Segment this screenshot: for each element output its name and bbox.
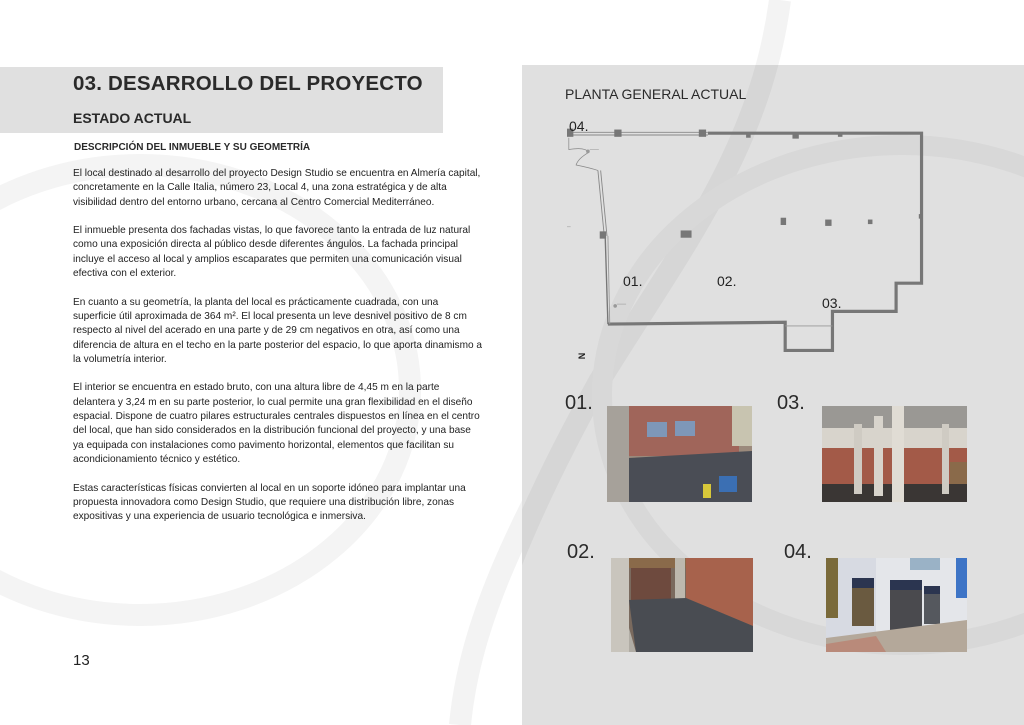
floor-plan [567,120,967,370]
paragraph-interior: El interior se encuentra en estado bruto, con una altura libre de 4,45 m en la parte delantera y 3,24 m en su parte posterior, lo cual permite una gran flexibilidad en el diseño espacial. Dispone de cuatro pilares estructurales centrales dispuestos en línea en el centro del local, que han sido considerados en la distribución funcional del proyecto, y una base ya equipada con instalaciones como pavimento horizontal, elementos que facilitan su acondicionamiento técnico y estético. [73,382,480,465]
photo-label-01: 01. [565,392,593,414]
photo-facade-icon [826,558,967,652]
photo-label-04: 04. [784,541,812,563]
plan-label-03: 03. [822,295,842,311]
body-text [73,167,483,539]
photo-01 [607,406,752,502]
paragraph-facades: El inmueble presenta dos fachadas vistas, lo que favorece tanto la entrada de luz natural como una exposición directa al público desde diferentes ángulos. La fachada principal incluye el acceso al local y amplios escaparates que permiten una comunicación visual efectiva con el exterior. [73,225,471,280]
paragraph-conclusion: Estas características físicas convierten al local en un soporte idóneo para implantar una propuesta innovadora como Design Studio, que requiere una distribución libre, zonas expositivas y una experiencia de usuario tecnológica e inmersiva. [73,482,466,523]
plan-label-02: 02. [717,273,737,289]
photo-interior-brick-icon [607,406,752,502]
photo-corridor-icon [611,558,753,652]
right-page [522,65,1024,725]
page-number: 13 [73,652,90,669]
page-subtitle: ESTADO ACTUAL [73,110,192,126]
plan-title: PLANTA GENERAL ACTUAL [565,86,747,102]
photo-03 [822,406,967,502]
paragraph-geometry: En cuanto a su geometría, la planta del local es prácticamente cuadrada, con una superficie útil aproximada de 364 m². El local presenta un leve desnivel positivo de 8 cm respecto al nivel del acerado en una parte y de 29 cm negativos en otra, así como una diferencia de altura en el techo en la parte posterior del espacio, lo que aporta dinamismo a la volumetría interior. [73,296,483,365]
plan-label-04: 04. [569,118,589,134]
photo-04 [826,558,967,652]
section-heading: DESCRIPCIÓN DEL INMUEBLE Y SU GEOMETRÍA [74,142,311,153]
page-title: 03. DESARROLLO DEL PROYECTO [73,72,423,95]
photo-02 [611,558,753,652]
north-arrow-icon: N [576,352,587,360]
plan-label-01: 01. [623,273,643,289]
photo-columns-icon [822,406,967,502]
paragraph-location: El local destinado al desarrollo del proyecto Design Studio se encuentra en Almería capital, concretamente en la Calle Italia, número 23, Local 4, una zona estratégica y de alta visibilidad dentro del entorno urbano, cercana al Centro Comercial Mediterráneo. [73,168,481,208]
photo-label-03: 03. [777,392,805,414]
photo-label-02: 02. [567,541,595,563]
